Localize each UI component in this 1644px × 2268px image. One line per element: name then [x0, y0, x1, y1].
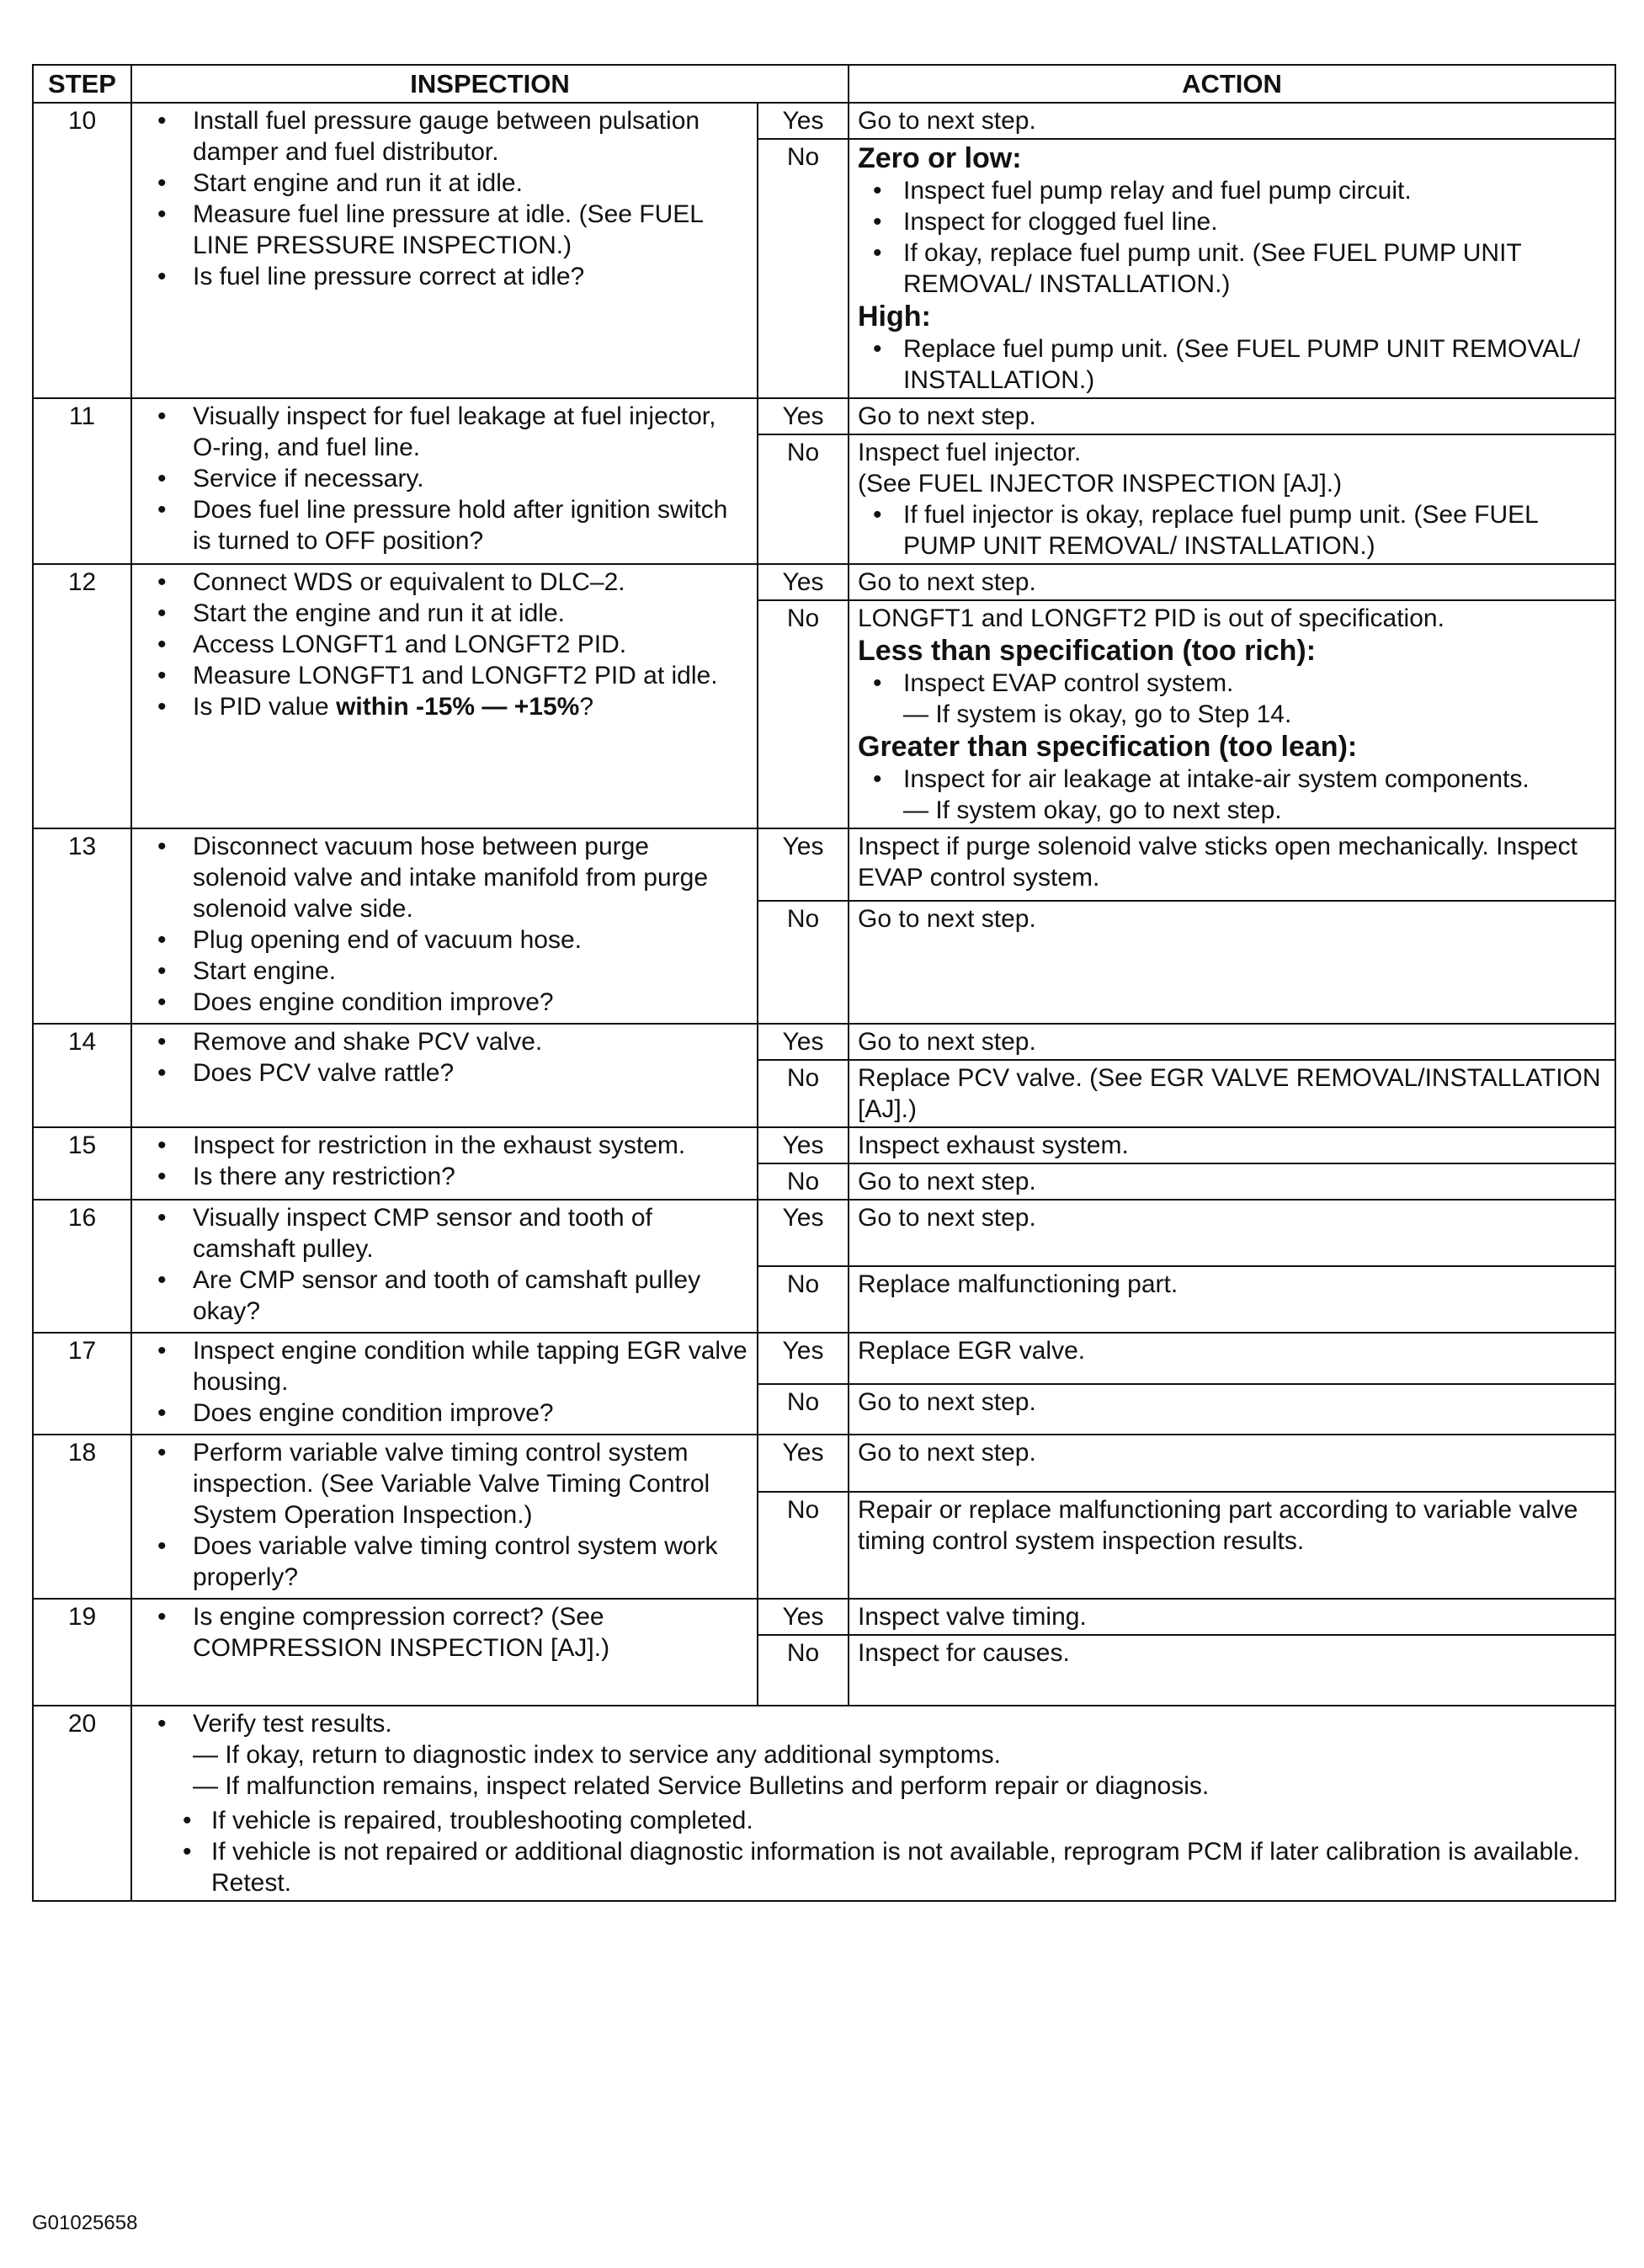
step-number: 15: [33, 1127, 131, 1200]
yes-label: Yes: [758, 398, 849, 434]
yes-action: Replace EGR valve.: [849, 1333, 1615, 1384]
inspection-cell: [131, 1200, 758, 1333]
inspection-cell: [131, 1333, 758, 1435]
action-item-text: Inspect for air leakage at intake-air system components.: [903, 765, 1530, 793]
no-label: No: [758, 1635, 849, 1706]
step-number: 17: [33, 1333, 131, 1435]
step-number: 16: [33, 1200, 131, 1333]
inspection-item: • Visually inspect for fuel leakage at fuel injector, O-ring, and fuel line.: [141, 401, 748, 463]
inspection-item: • Perform variable valve timing control system inspection. (See Variable Valve Timing Control System Operation Inspection.): [141, 1437, 748, 1531]
inspection-cell: [131, 828, 758, 1024]
step-14-yes-row: [33, 1024, 1615, 1060]
diagnostic-table: [32, 64, 1616, 1902]
yes-label: Yes: [758, 1435, 849, 1492]
action-line: LONGFT1 and LONGFT2 PID is out of specification.: [858, 604, 1444, 632]
inspection-cell: [131, 1599, 758, 1706]
action-item: • If fuel injector is okay, replace fuel pump unit. (See FUEL PUMP UNIT REMOVAL/ INSTALLATION.): [858, 499, 1606, 562]
inspection-cell: [131, 564, 758, 828]
no-label: No: [758, 434, 849, 564]
no-label: No: [758, 600, 849, 828]
pid-range: within -15% — +15%: [336, 693, 580, 721]
step-number: 11: [33, 398, 131, 564]
no-label: No: [758, 1060, 849, 1127]
inspection-item: • Is there any restriction?: [141, 1161, 748, 1192]
inspection-item: • Measure LONGFT1 and LONGFT2 PID at idle.: [141, 660, 748, 691]
header-row: [33, 65, 1615, 103]
inspection-item: [141, 1708, 1606, 1802]
step-13-yes-row: [33, 828, 1615, 901]
step-17-yes-row: [33, 1333, 1615, 1384]
inspection-item: • Plug opening end of vacuum hose.: [141, 924, 748, 956]
no-label: No: [758, 1266, 849, 1333]
yes-action: Go to next step.: [849, 1435, 1615, 1492]
inspection-cell: [131, 1706, 1615, 1901]
yes-label: Yes: [758, 1127, 849, 1163]
step-18-yes-row: [33, 1435, 1615, 1492]
no-label: No: [758, 1492, 849, 1599]
yes-action: Inspect if purge solenoid valve sticks open mechanically. Inspect EVAP control system.: [849, 828, 1615, 901]
inspection-item: • Service if necessary.: [141, 463, 748, 494]
action-item: [858, 668, 1606, 730]
no-label: No: [758, 139, 849, 398]
step-number: 12: [33, 564, 131, 828]
action-dash-line: — If system okay, go to next step.: [903, 796, 1282, 824]
action-dash-line: — If okay, return to diagnostic index to service any additional symptoms.: [193, 1741, 1001, 1769]
action-heading: High:: [858, 301, 931, 333]
inspection-item: • Does fuel line pressure hold after ignition switch is turned to OFF position?: [141, 494, 748, 556]
yes-label: Yes: [758, 1333, 849, 1384]
yes-action: Go to next step.: [849, 103, 1615, 139]
inspection-text: ?: [579, 693, 594, 721]
inspection-item: • Start engine.: [141, 956, 748, 987]
yes-action: Go to next step.: [849, 1024, 1615, 1060]
inspection-cell: [131, 1127, 758, 1200]
action-line: (See FUEL INJECTOR INSPECTION [AJ].): [858, 470, 1343, 498]
yes-label: Yes: [758, 1024, 849, 1060]
no-action: Go to next step.: [849, 1163, 1615, 1200]
yes-action: Inspect exhaust system.: [849, 1127, 1615, 1163]
step-15-yes-row: [33, 1127, 1615, 1163]
no-action: [849, 434, 1615, 564]
inspection-item: • Is fuel line pressure correct at idle?: [141, 261, 748, 292]
sub-item: • If vehicle is not repaired or additional diagnostic information is not available, reprogram PCM if later calibration is available. Retest.: [141, 1836, 1606, 1898]
inspection-item: • Access LONGFT1 and LONGFT2 PID.: [141, 629, 748, 660]
no-action: [849, 139, 1615, 398]
step-number: 18: [33, 1435, 131, 1599]
step-number: 10: [33, 103, 131, 398]
yes-label: Yes: [758, 1200, 849, 1266]
action-item-text: Inspect EVAP control system.: [903, 669, 1234, 697]
no-label: No: [758, 1163, 849, 1200]
no-action: Inspect for causes.: [849, 1635, 1615, 1706]
inspection-item: • Inspect for restriction in the exhaust system.: [141, 1130, 748, 1161]
yes-label: Yes: [758, 828, 849, 901]
no-action: Repair or replace malfunctioning part according to variable valve timing control system inspection results.: [849, 1492, 1615, 1599]
action-item: • If okay, replace fuel pump unit. (See FUEL PUMP UNIT REMOVAL/ INSTALLATION.): [858, 237, 1606, 300]
inspection-item: • Does engine condition improve?: [141, 987, 748, 1018]
sub-item: • If vehicle is repaired, troubleshooting completed.: [141, 1805, 1606, 1836]
inspection-cell: [131, 398, 758, 564]
yes-label: Yes: [758, 564, 849, 600]
no-label: No: [758, 901, 849, 1024]
inspection-item: • Is engine compression correct? (See COMPRESSION INSPECTION [AJ].): [141, 1601, 748, 1664]
action-heading: Less than specification (too rich):: [858, 635, 1317, 667]
action-item: [858, 764, 1606, 826]
action-item: • Replace fuel pump unit. (See FUEL PUMP UNIT REMOVAL/ INSTALLATION.): [858, 333, 1606, 396]
no-label: No: [758, 1384, 849, 1435]
header-inspection: INSPECTION: [131, 65, 849, 103]
diagnostic-procedure-sheet: [32, 64, 1615, 1902]
inspection-item: [141, 691, 748, 722]
yes-label: Yes: [758, 103, 849, 139]
no-action: Go to next step.: [849, 1384, 1615, 1435]
action-line: Inspect fuel injector.: [858, 439, 1082, 466]
inspection-cell: [131, 1435, 758, 1599]
action-heading: Zero or low:: [858, 142, 1022, 174]
step-19-yes-row: [33, 1599, 1615, 1635]
step-number: 13: [33, 828, 131, 1024]
step-number: 19: [33, 1599, 131, 1706]
inspection-item: • Remove and shake PCV valve.: [141, 1026, 748, 1057]
step-20-row: [33, 1706, 1615, 1901]
inspection-text: Verify test results.: [193, 1710, 392, 1738]
inspection-item: • Does PCV valve rattle?: [141, 1057, 748, 1089]
header-step: STEP: [33, 65, 131, 103]
step-11-yes-row: [33, 398, 1615, 434]
inspection-item: • Inspect engine condition while tapping EGR valve housing.: [141, 1335, 748, 1398]
inspection-item: • Measure fuel line pressure at idle. (See FUEL LINE PRESSURE INSPECTION.): [141, 199, 748, 261]
step-16-yes-row: [33, 1200, 1615, 1266]
inspection-item: • Does variable valve timing control system work properly?: [141, 1531, 748, 1593]
inspection-item: • Are CMP sensor and tooth of camshaft pulley okay?: [141, 1264, 748, 1327]
inspection-item: • Start engine and run it at idle.: [141, 168, 748, 199]
inspection-item: • Install fuel pressure gauge between pulsation damper and fuel distributor.: [141, 105, 748, 168]
inspection-item: • Does engine condition improve?: [141, 1398, 748, 1429]
no-action: Replace malfunctioning part.: [849, 1266, 1615, 1333]
step-12-yes-row: [33, 564, 1615, 600]
step-10-yes-row: [33, 103, 1615, 139]
step-number: 20: [33, 1706, 131, 1901]
no-action: Replace PCV valve. (See EGR VALVE REMOVAL/INSTALLATION [AJ].): [849, 1060, 1615, 1127]
action-heading: Greater than specification (too lean):: [858, 731, 1358, 763]
no-action: [849, 600, 1615, 828]
inspection-text: Is PID value: [193, 693, 337, 721]
inspection-item: • Connect WDS or equivalent to DLC–2.: [141, 567, 748, 598]
action-dash-line: — If malfunction remains, inspect related Service Bulletins and perform repair or diagnosis.: [193, 1772, 1210, 1800]
yes-action: Inspect valve timing.: [849, 1599, 1615, 1635]
inspection-item: • Visually inspect CMP sensor and tooth of camshaft pulley.: [141, 1202, 748, 1264]
yes-action: Go to next step.: [849, 1200, 1615, 1266]
inspection-item: • Start the engine and run it at idle.: [141, 598, 748, 629]
action-item: • Inspect fuel pump relay and fuel pump circuit.: [858, 175, 1606, 206]
step-number: 14: [33, 1024, 131, 1127]
inspection-cell: [131, 103, 758, 398]
yes-action: Go to next step.: [849, 398, 1615, 434]
header-action: ACTION: [849, 65, 1615, 103]
yes-action: Go to next step.: [849, 564, 1615, 600]
yes-label: Yes: [758, 1599, 849, 1635]
inspection-cell: [131, 1024, 758, 1127]
no-action: Go to next step.: [849, 901, 1615, 1024]
action-item: • Inspect for clogged fuel line.: [858, 206, 1606, 237]
inspection-item: • Disconnect vacuum hose between purge solenoid valve and intake manifold from purge solenoid valve side.: [141, 831, 748, 924]
figure-id: G01025658: [32, 2212, 138, 2234]
action-dash-line: — If system is okay, go to Step 14.: [903, 700, 1292, 728]
